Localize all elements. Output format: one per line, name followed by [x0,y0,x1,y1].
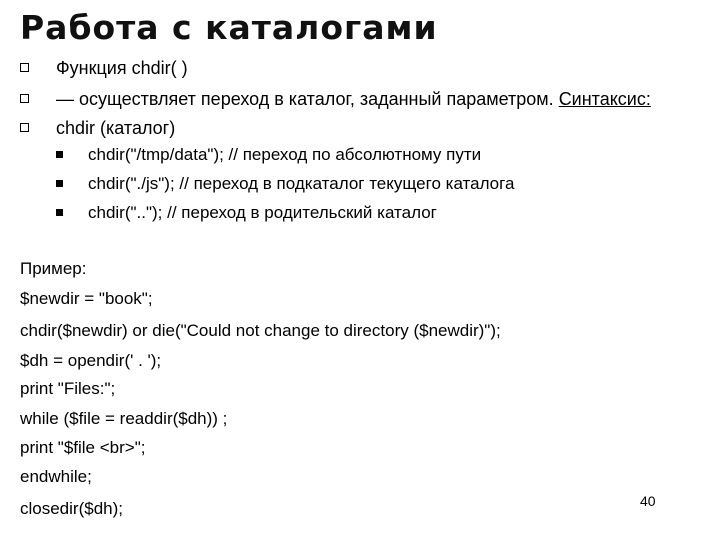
page-title: Работа с каталогами [20,8,438,47]
example-colon: : [81,259,87,278]
filled-square-bullet-icon [56,209,63,216]
sub-bullet-text: chdir(".."); // переход в родительский каталог [88,203,437,222]
code-line: print "$file <br>"; [20,438,146,457]
bullet-suffix: ( ) [170,58,188,78]
code-line: while ($file = readdir($dh)) ; [20,409,228,428]
page-number: 40 [640,493,656,509]
code-line: $dh = opendir(' . '); [20,351,162,370]
code-line: closedir($dh); [20,499,123,518]
bullet-description: — осуществляет переход в каталог, заданный параметром. [56,89,559,109]
code-line: $newdir = "book"; [20,289,153,308]
code-line: chdir($newdir) or die("Could not change to directory ($newdir)"); [20,321,501,340]
bullet-prefix: Функция [56,58,132,78]
sub-bullet-text: chdir("./js"); // переход в подкаталог текущего каталога [88,174,515,193]
example-heading [20,258,87,280]
code-line: endwhile; [20,467,92,486]
filled-square-bullet-icon [56,180,63,187]
code-line: print "Files:"; [20,379,116,398]
filled-square-bullet-icon [56,151,63,158]
syntax-link[interactable]: Синтаксис: [558,89,651,109]
bullet-text [56,88,651,110]
sub-bullet-text: chdir("/tmp/data"); // переход по абсолютному пути [88,145,482,164]
example-label: Пример [20,259,82,278]
hollow-square-bullet-icon [20,63,29,72]
bullet-text [56,57,188,79]
bullet-text: chdir (каталог) [56,118,176,138]
bullet-keyword: chdir [131,58,171,78]
hollow-square-bullet-icon [20,94,29,103]
hollow-square-bullet-icon [20,123,29,132]
